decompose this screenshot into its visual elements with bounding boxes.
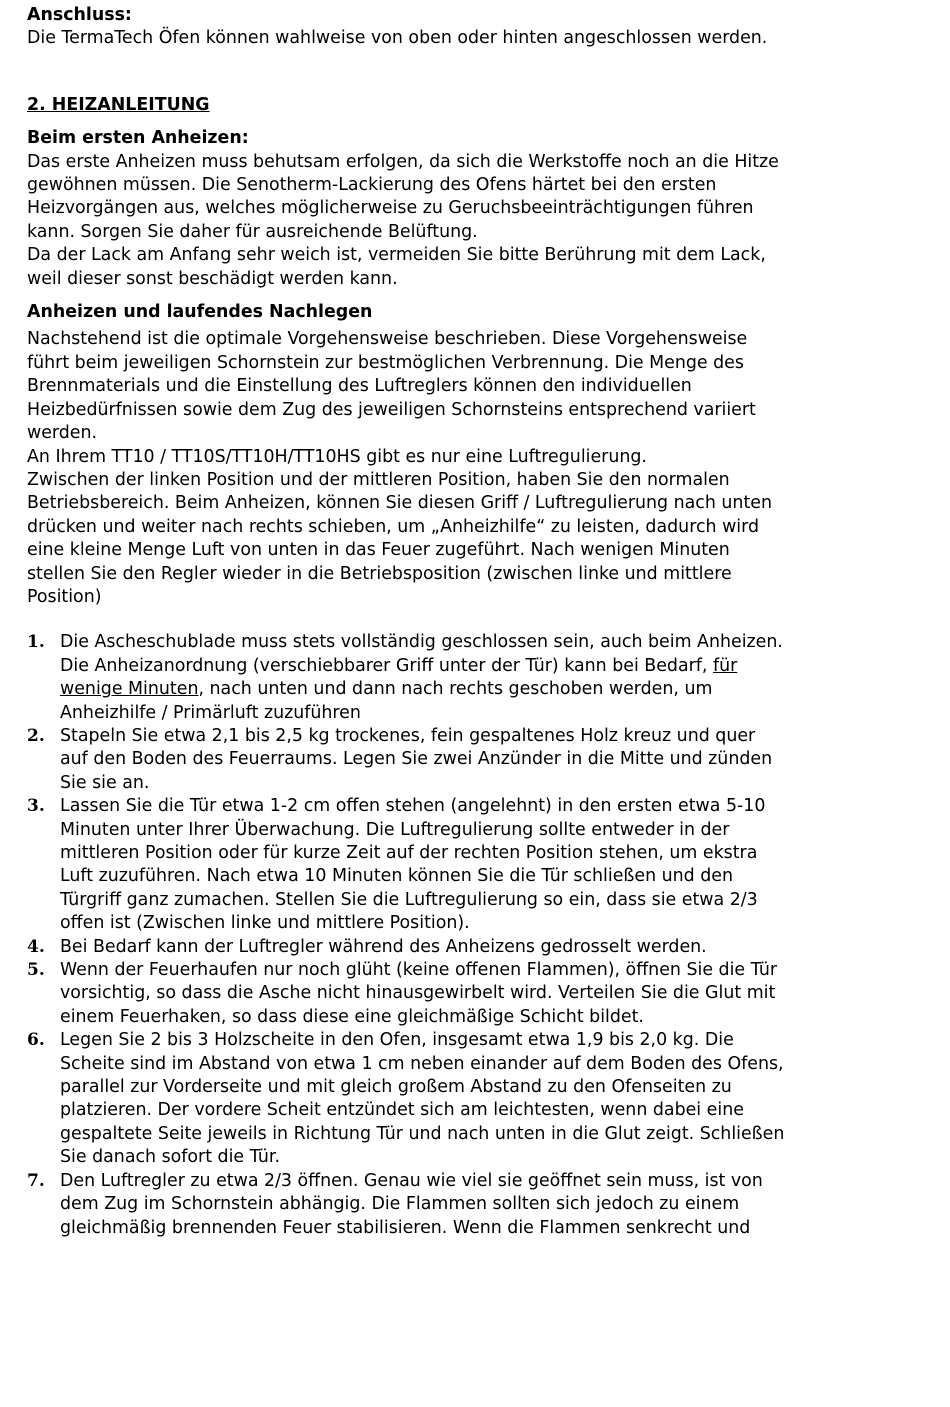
paragraph-line: werden. — [27, 423, 98, 444]
document-page — [27, 4, 927, 1240]
step-line: Lassen Sie die Tür etwa 1-2 cm offen stehen (angelehnt) in den ersten etwa 5-10 — [60, 796, 766, 817]
step-line: platzieren. Der vordere Scheit entzündet sich am leichtesten, wenn dabei eine — [60, 1100, 744, 1121]
step-line: dem Zug im Schornstein abhängig. Die Flammen sollten sich jedoch zu einem — [60, 1194, 740, 1215]
step-number: 2. — [27, 725, 45, 746]
step-line: Wenn der Feuerhaufen nur noch glüht (keine offenen Flammen), öffnen Sie die Tür — [60, 960, 778, 981]
list-item — [27, 1029, 927, 1169]
underlined-text: wenige Minuten — [60, 679, 199, 700]
nachlegen-heading: Anheizen und laufendes Nachlegen — [27, 302, 373, 323]
step-line — [60, 678, 927, 701]
step-line: Den Luftregler zu etwa 2/3 öffnen. Genau wie viel sie geöffnet sein muss, ist von — [60, 1170, 763, 1191]
step-number: 4. — [27, 936, 45, 957]
anschluss-heading: Anschluss: — [27, 5, 132, 25]
step-line: gespaltete Seite jeweils in Richtung Tür und nach unten in die Glut zeigt. Schließen — [60, 1123, 785, 1144]
step-number: 7. — [27, 1170, 45, 1191]
step-line: Stapeln Sie etwa 2,1 bis 2,5 kg trockenes, fein gespaltenes Holz kreuz und quer — [60, 725, 756, 746]
step-number: 5. — [27, 960, 45, 981]
paragraph-line: stellen Sie den Regler wieder in die Betriebsposition (zwischen linke und mittlere — [27, 563, 732, 584]
step-line: vorsichtig, so dass die Asche nicht hinausgewirbelt wird. Verteilen Sie die Glut mit — [60, 983, 776, 1004]
step-line: Luft zuzuführen. Nach etwa 10 Minuten können Sie die Tür schließen und den — [60, 866, 733, 887]
paragraph-line: Position) — [27, 586, 102, 607]
step-line: Türgriff ganz zumachen. Stellen Sie die Luftregulierung so ein, dass sie etwa 2/3 — [60, 889, 758, 910]
step-line: parallel zur Vorderseite und mit gleich großem Abstand zu den Ofenseiten zu — [60, 1077, 732, 1098]
step-line — [60, 655, 927, 678]
step-text: , nach unten und dann nach rechts geschoben werden, um — [198, 679, 713, 700]
step-line: mittleren Position oder für kurze Zeit auf der rechten Position stehen, um ekstra — [60, 843, 758, 863]
list-item — [27, 959, 927, 1029]
step-line: Minuten unter Ihrer Überwachung. Die Luftregulierung sollte entweder in der — [60, 819, 730, 840]
paragraph-line: Nachstehend ist die optimale Vorgehensweise beschrieben. Diese Vorgehensweise — [27, 329, 748, 350]
paragraph-line: eine kleine Menge Luft von unten in das Feuer zugeführt. Nach wenigen Minuten — [27, 540, 730, 561]
paragraph-line: Heizvorgängen aus, welches möglicherweise zu Geruchsbeeinträchtigungen führen — [27, 198, 754, 219]
list-item — [27, 936, 927, 959]
paragraph-line: kann. Sorgen Sie daher für ausreichende Belüftung. — [27, 221, 478, 242]
erstes-paragraph — [27, 151, 927, 291]
step-number: 6. — [27, 1030, 45, 1051]
step-number: 1. — [27, 632, 45, 653]
list-item — [27, 795, 927, 935]
nachlegen-paragraph — [27, 328, 927, 609]
underlined-text: für — [712, 655, 738, 676]
paragraph-line: Da der Lack am Anfang sehr weich ist, vermeiden Sie bitte Berührung mit dem Lack, — [27, 245, 766, 266]
step-line: Legen Sie 2 bis 3 Holzscheite in den Ofen, insgesamt etwa 1,9 bis 2,0 kg. Die — [60, 1030, 734, 1051]
paragraph-line: Brennmaterials und die Einstellung des Luftreglers können den individuellen — [27, 376, 692, 397]
paragraph-line: Zwischen der linken Position und der mittleren Position, haben Sie den normalen — [27, 469, 730, 490]
list-item — [27, 725, 927, 795]
paragraph-line: gewöhnen müssen. Die Senotherm-Lackierung des Ofens härtet bei den ersten — [27, 175, 717, 196]
paragraph-line: Das erste Anheizen muss behutsam erfolgen, da sich die Werkstoffe noch an die Hitze — [27, 151, 779, 172]
step-text: Die Anheizanordnung (verschiebbarer Griff unter der Tür) kann bei Bedarf, — [60, 655, 713, 676]
paragraph-line: führt beim jeweiligen Schornstein zur bestmöglichen Verbrennung. Die Menge des — [27, 352, 744, 373]
anschluss-text: Die TermaTech Öfen können wahlweise von oben oder hinten angeschlossen werden. — [27, 28, 768, 49]
step-number: 3. — [27, 796, 45, 817]
paragraph-line: An Ihrem TT10 / TT10S/TT10H/TT10HS gibt es nur eine Luftregulierung. — [27, 446, 647, 467]
step-line: Bei Bedarf kann der Luftregler während des Anheizens gedrosselt werden. — [60, 936, 707, 957]
erstes-heading: Beim ersten Anheizen: — [27, 128, 249, 149]
paragraph-line: Heizbedürfnissen sowie dem Zug des jeweiligen Schornsteins entsprechend variiert — [27, 399, 756, 420]
step-line: einem Feuerhaken, so dass diese eine gleichmäßige Schicht bildet. — [60, 1006, 644, 1027]
step-line: offen ist (Zwischen linke und mittlere Position). — [60, 913, 470, 934]
paragraph-line: weil dieser sonst beschädigt werden kann. — [27, 268, 398, 289]
paragraph-line: Betriebsbereich. Beim Anheizen, können Sie diesen Griff / Luftregulierung nach unten — [27, 493, 772, 514]
step-line: Sie sie an. — [60, 772, 150, 793]
step-line: Scheite sind im Abstand von etwa 1 cm neben einander auf dem Boden des Ofens, — [60, 1053, 784, 1074]
section-title: 2. HEIZANLEITUNG — [27, 94, 210, 115]
step-line: auf den Boden des Feuerraums. Legen Sie zwei Anzünder in die Mitte und zünden — [60, 749, 773, 770]
list-item — [27, 631, 927, 725]
list-item — [27, 1170, 927, 1240]
step-line: gleichmäßig brennenden Feuer stabilisieren. Wenn die Flammen senkrecht und — [60, 1217, 751, 1238]
paragraph-line: drücken und weiter nach rechts schieben, um „Anheizhilfe“ zu leisten, dadurch wird — [27, 516, 760, 537]
step-line: Sie danach sofort die Tür. — [60, 1147, 280, 1168]
step-line: Anheizhilfe / Primärluft zuzuführen — [60, 702, 361, 723]
step-list — [27, 631, 927, 1240]
step-line: Die Ascheschublade muss stets vollständig geschlossen sein, auch beim Anheizen. — [60, 632, 783, 653]
